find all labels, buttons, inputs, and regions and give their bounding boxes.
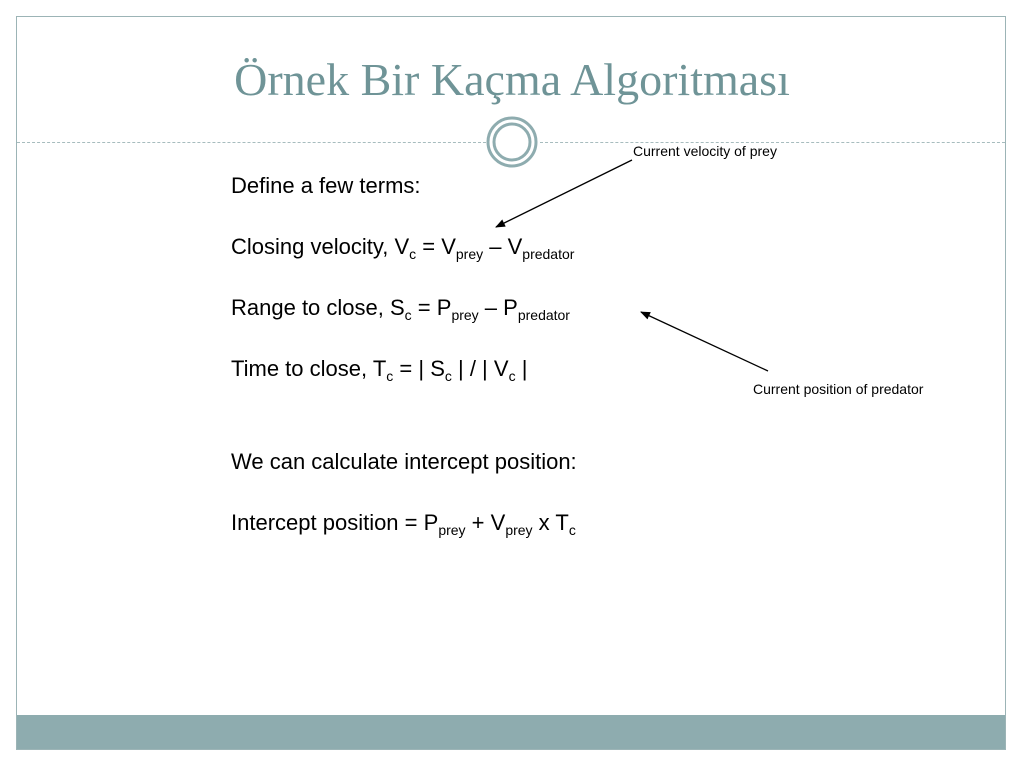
footer-accent-band — [17, 715, 1005, 749]
intercept-label: Intercept position = — [231, 510, 424, 535]
callout-velocity-of-prey: Current velocity of prey — [633, 143, 777, 159]
time-to-close-label: Time to close, — [231, 356, 373, 381]
formula-operator: x — [532, 510, 556, 535]
formula-symbol: P — [436, 295, 452, 320]
formula-operator: – — [478, 295, 504, 320]
formula-subscript: c — [568, 522, 576, 538]
closing-velocity-formula — [231, 234, 574, 260]
formula-subscript: c — [386, 368, 394, 384]
formula-symbol: V — [507, 234, 523, 259]
formula-operator: = — [411, 295, 437, 320]
time-to-close-formula — [231, 356, 527, 382]
formula-symbol: S — [430, 356, 445, 381]
callout-position-of-predator: Current position of predator — [753, 381, 924, 397]
formula-subscript: prey — [438, 522, 466, 538]
double-ring-icon — [486, 116, 538, 168]
formula-operator: = | — [393, 356, 431, 381]
formula-symbol: V — [493, 356, 509, 381]
formula-subscript: c — [444, 368, 452, 384]
formula-subscript: predator — [522, 246, 575, 262]
formula-symbol: V — [394, 234, 410, 259]
range-to-close-label: Range to close, — [231, 295, 390, 320]
intro-text: Define a few terms: — [231, 173, 421, 198]
formula-subscript: prey — [451, 307, 479, 323]
formula-operator: | / | — [451, 356, 494, 381]
formula-subscript: predator — [517, 307, 570, 323]
formula-operator: – — [483, 234, 508, 259]
title-divider-left — [17, 142, 486, 143]
range-to-close-formula — [231, 295, 570, 321]
formula-operator: | — [515, 356, 528, 381]
formula-operator: = — [416, 234, 442, 259]
intercept-formula — [231, 510, 576, 536]
formula-subscript: c — [404, 307, 412, 323]
formula-subscript: c — [409, 246, 417, 262]
formula-symbol: V — [490, 510, 506, 535]
formula-symbol: P — [503, 295, 518, 320]
calc-intro-text: We can calculate intercept position: — [231, 449, 577, 474]
formula-operator: + — [465, 510, 491, 535]
closing-velocity-label: Closing velocity, — [231, 234, 395, 259]
formula-subscript: prey — [455, 246, 484, 262]
formula-symbol: T — [555, 510, 569, 535]
formula-symbol: T — [372, 356, 387, 381]
slide-title: Örnek Bir Kaçma Algoritması — [234, 54, 790, 105]
formula-subscript: c — [508, 368, 516, 384]
formula-symbol: V — [441, 234, 456, 259]
formula-symbol: P — [423, 510, 439, 535]
formula-subscript: prey — [505, 522, 533, 538]
formula-symbol: S — [389, 295, 405, 320]
